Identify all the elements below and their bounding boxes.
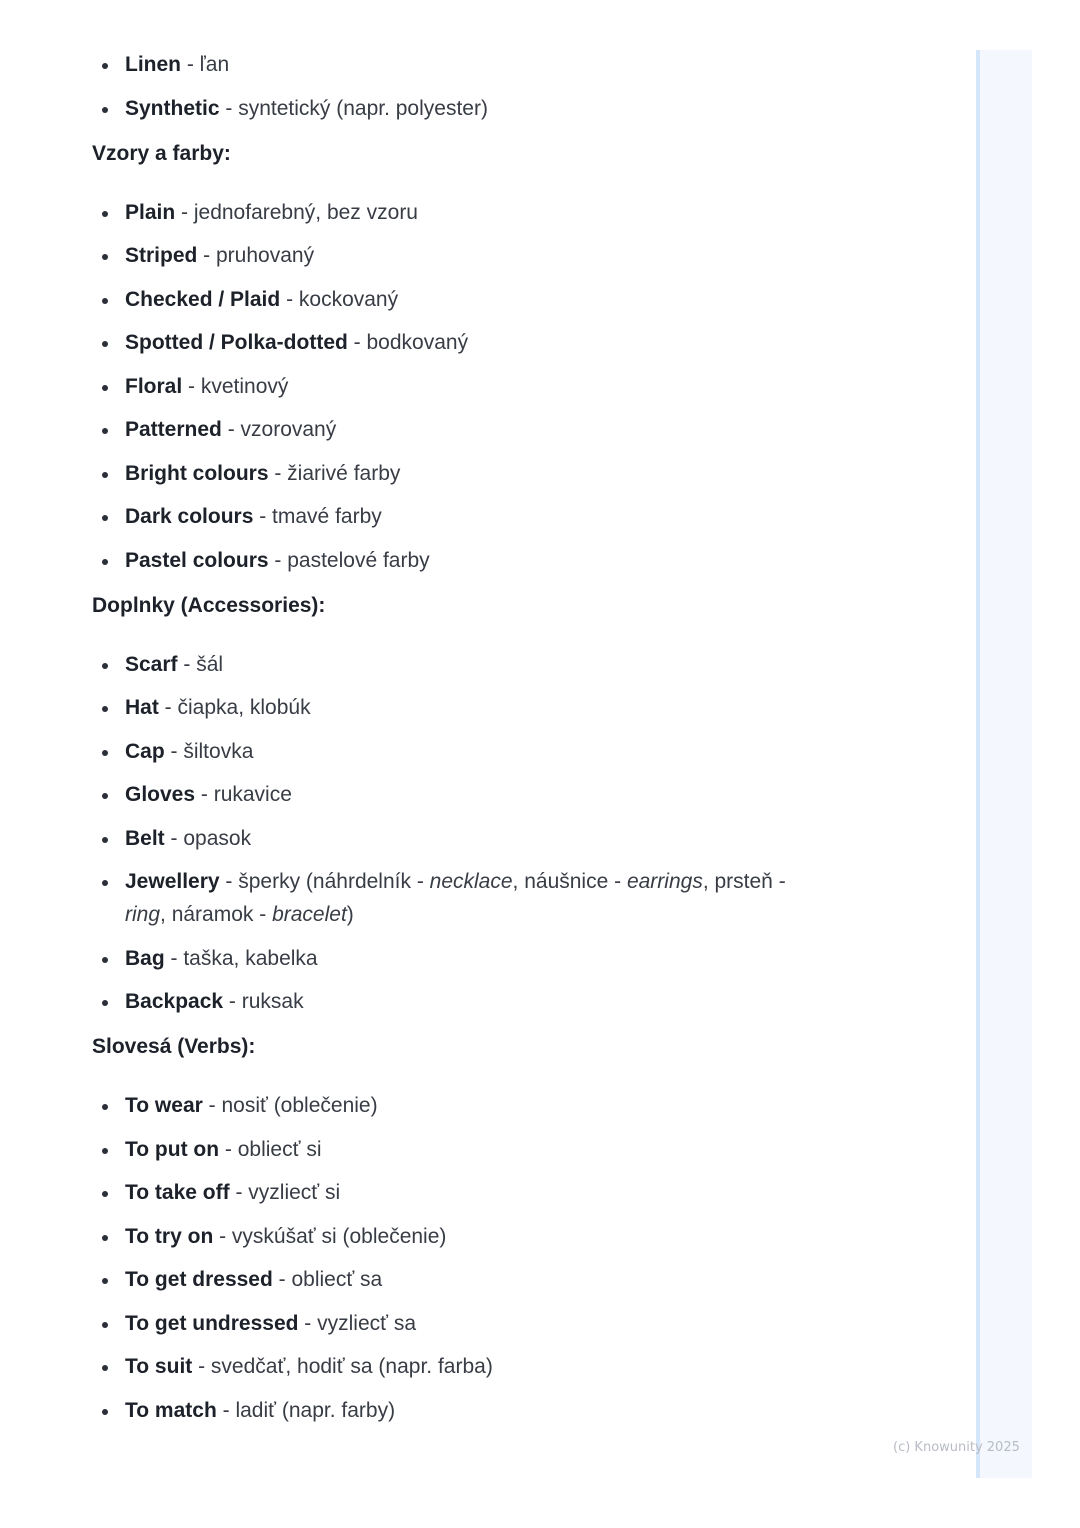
vocab-term: Hat <box>125 696 159 719</box>
accessories-list-block <box>92 648 812 1019</box>
list-item <box>92 92 812 125</box>
vocab-term: Backpack <box>125 990 224 1013</box>
fabrics-list-block <box>92 48 812 125</box>
vocab-gloss: - kockovaný <box>280 287 399 311</box>
vocab-term: Bag <box>125 946 165 970</box>
vocab-term: To take off <box>125 1181 230 1204</box>
list-item <box>92 1089 812 1122</box>
vocab-term: To suit <box>125 1355 193 1378</box>
vocab-gloss: - taška, kabelka <box>164 946 318 970</box>
verbs-heading: Slovesá (Verbs): <box>92 1035 256 1058</box>
list-item <box>92 48 812 81</box>
copyright-notice: (c) Knowunity 2025 <box>893 1440 1020 1455</box>
list-item <box>92 239 812 272</box>
vocab-term: Plain <box>125 200 176 224</box>
vocab-gloss: - šiltovka <box>164 739 254 763</box>
vocab-gloss: - opasok <box>164 826 252 850</box>
list-item <box>92 942 812 975</box>
vocab-gloss: - vyskúšať si (oblečenie) <box>213 1224 447 1248</box>
list-item <box>92 283 812 316</box>
vocab-gloss: - vyzliecť sa <box>298 1311 417 1335</box>
list-item <box>92 1263 812 1296</box>
vocab-gloss <box>125 870 786 926</box>
list-item <box>92 1394 812 1427</box>
list-item <box>92 735 812 768</box>
gloss-example: bracelet <box>272 903 347 926</box>
vocab-term: To get dressed <box>125 1268 273 1291</box>
list-item <box>92 648 812 681</box>
vocab-term: Spotted / Polka-dotted <box>125 331 348 354</box>
list-item <box>92 544 812 577</box>
vocab-term: Synthetic <box>125 96 220 120</box>
vocab-gloss: - syntetický (napr. polyester) <box>219 96 488 120</box>
vocab-gloss: - pastelové farby <box>268 548 430 572</box>
vocab-gloss: - čiapka, klobúk <box>158 696 311 719</box>
vocab-gloss: - ladiť (napr. farby) <box>216 1398 396 1422</box>
list-item <box>92 1220 812 1253</box>
list-item <box>92 1133 812 1166</box>
list-item <box>92 985 812 1018</box>
vocab-term: Jewellery <box>125 870 220 893</box>
vocab-term: Gloves <box>125 783 196 806</box>
vocab-term: To try on <box>125 1224 214 1248</box>
gloss-text: , náušnice - <box>512 870 627 893</box>
list-item <box>92 865 812 931</box>
vocab-term: Cap <box>125 739 165 763</box>
accessories-heading: Doplnky (Accessories): <box>92 593 326 617</box>
patterns-list-block <box>92 196 812 577</box>
vocab-term: Floral <box>125 374 183 398</box>
vocab-gloss: - svedčať, hodiť sa (napr. farba) <box>192 1355 493 1378</box>
vocab-term: Dark colours <box>125 505 254 528</box>
list-item <box>92 691 812 724</box>
vocab-gloss: - vzorovaný <box>221 418 337 441</box>
vocab-gloss: - kvetinový <box>182 374 289 398</box>
vocab-gloss: - obliecť sa <box>272 1268 383 1291</box>
vocab-term: Linen <box>125 53 181 76</box>
patterns-list <box>92 196 812 577</box>
vocab-gloss: - rukavice <box>195 783 292 806</box>
verbs-list <box>92 1089 812 1427</box>
accessories-list <box>92 648 812 1019</box>
vocab-term: To match <box>125 1398 217 1422</box>
list-item <box>92 1176 812 1209</box>
document-body <box>92 48 812 1442</box>
gloss-example: ring <box>125 903 161 926</box>
vocab-gloss: - nosiť (oblečenie) <box>202 1094 378 1117</box>
vocab-term: Belt <box>125 826 165 850</box>
list-item <box>92 196 812 229</box>
vocab-gloss: - ruksak <box>223 990 304 1013</box>
fabrics-list <box>92 48 812 125</box>
gloss-text: - šperky (náhrdelník - <box>219 870 430 893</box>
vocab-gloss: - ľan <box>181 53 230 76</box>
verbs-list-block <box>92 1089 812 1427</box>
vocab-gloss: - žiarivé farby <box>268 461 401 485</box>
vocab-gloss: - pruhovaný <box>197 244 315 267</box>
vocab-term: Bright colours <box>125 461 269 485</box>
vocab-term: Striped <box>125 244 198 267</box>
list-item <box>92 1307 812 1340</box>
list-item <box>92 1350 812 1383</box>
list-item <box>92 370 812 403</box>
vocab-gloss: - obliecť si <box>219 1137 322 1161</box>
gloss-example: earrings <box>626 870 703 893</box>
gloss-text: ) <box>346 903 354 926</box>
list-item <box>92 457 812 490</box>
vocab-term: Scarf <box>125 652 178 676</box>
vocab-term: To put on <box>125 1137 220 1161</box>
vocab-gloss: - vyzliecť si <box>229 1181 341 1204</box>
gloss-text: , prsteň - <box>702 870 786 893</box>
vocab-term: To get undressed <box>125 1311 299 1335</box>
side-panel <box>976 50 1032 1478</box>
list-item <box>92 778 812 811</box>
vocab-term: Checked / Plaid <box>125 287 281 311</box>
vocab-gloss: - tmavé farby <box>253 505 382 528</box>
vocab-term: To wear <box>125 1094 203 1117</box>
patterns-heading: Vzory a farby: <box>92 141 231 165</box>
vocab-term: Patterned <box>125 418 222 441</box>
gloss-text: , náramok - <box>160 903 273 926</box>
gloss-example: necklace <box>429 870 513 893</box>
vocab-gloss: - bodkovaný <box>347 331 469 354</box>
vocab-term: Pastel colours <box>125 548 269 572</box>
vocab-gloss: - šál <box>177 652 224 676</box>
list-item <box>92 326 812 359</box>
list-item <box>92 413 812 446</box>
vocab-gloss: - jednofarebný, bez vzoru <box>175 200 418 224</box>
list-item <box>92 822 812 855</box>
list-item <box>92 500 812 533</box>
